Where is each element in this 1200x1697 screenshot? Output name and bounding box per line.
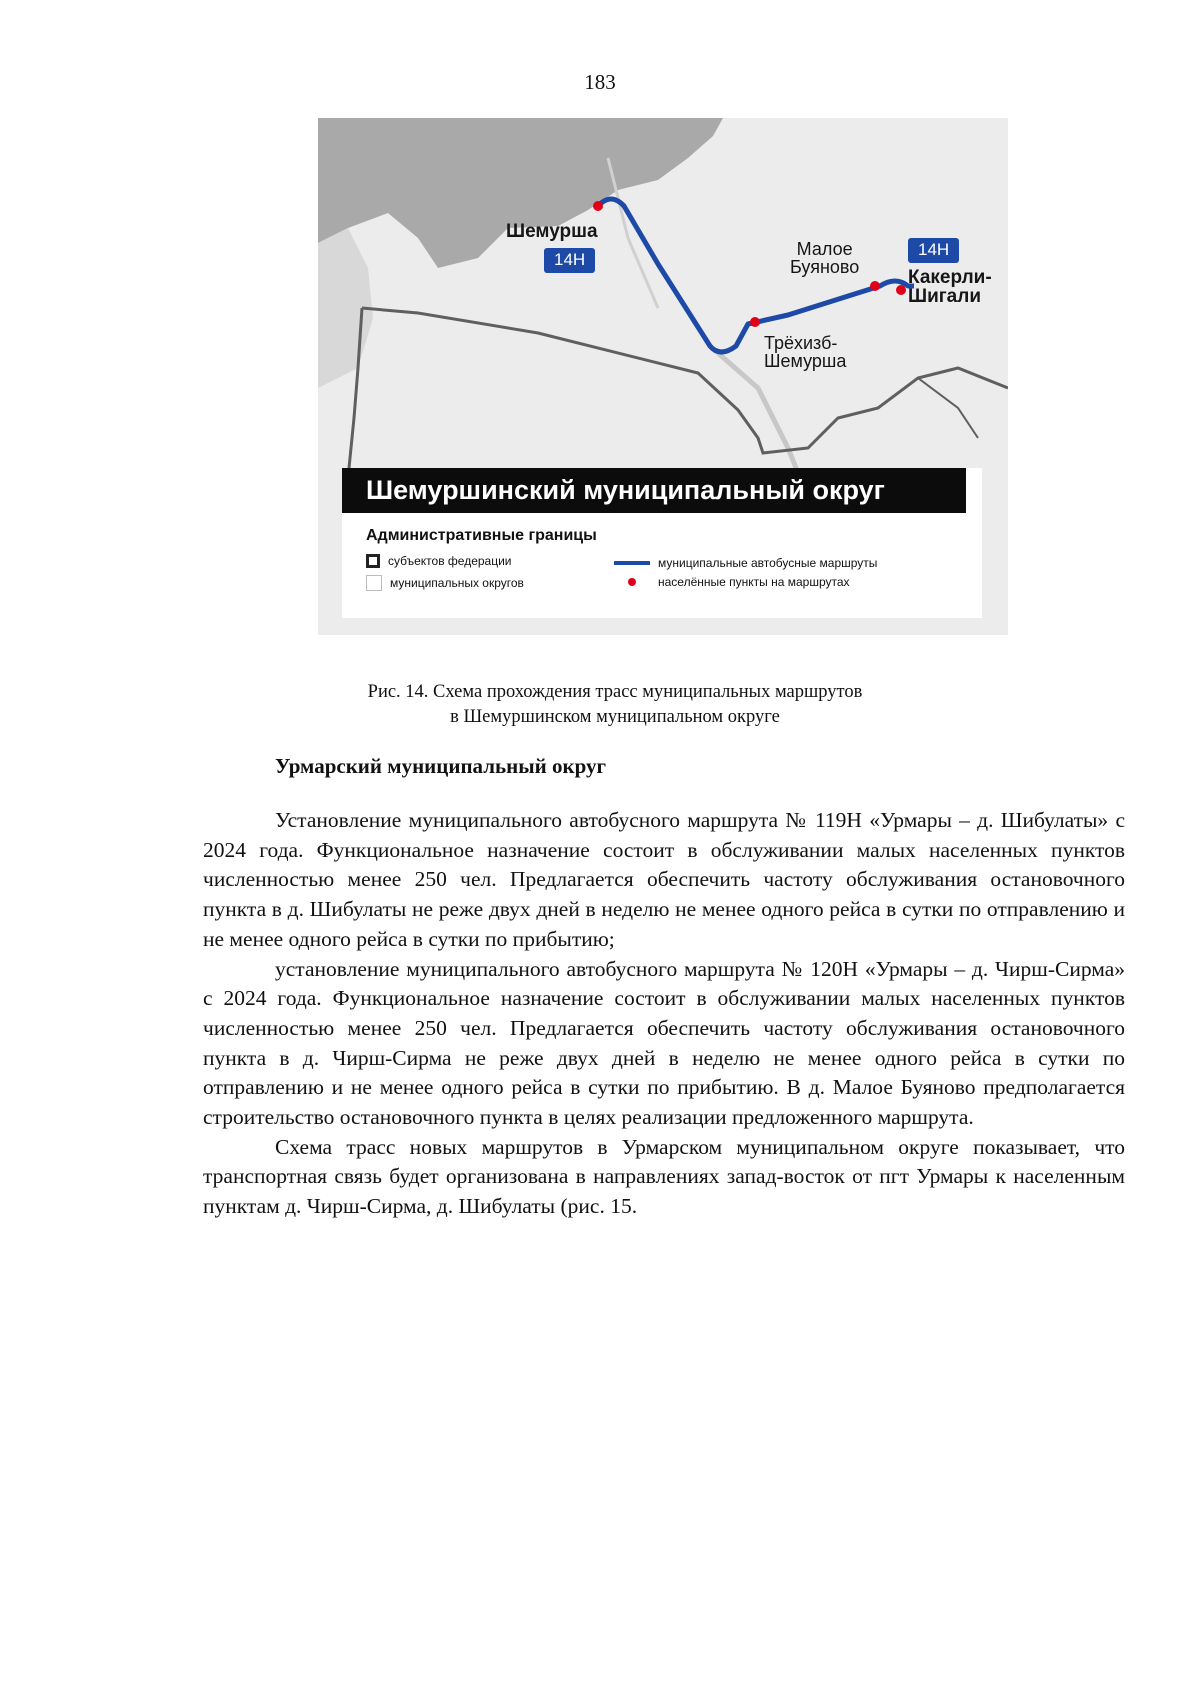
stop-maloe-buyanovo (870, 281, 880, 291)
label-trekhizb-shemurshy (764, 334, 846, 370)
caption-line: Рис. 14. Схема прохождения трасс муниципальных маршрутов (367, 682, 863, 702)
legend-item-settlements (614, 575, 850, 589)
legend-title: Шемуршинский муниципальный округ (342, 468, 966, 513)
figure-caption (300, 680, 930, 730)
label-line: Шемуршa (764, 351, 847, 371)
legend-item-federal (366, 554, 512, 568)
legend-item-municipal (366, 575, 524, 591)
route-map-figure (318, 118, 1008, 635)
caption-line: в Шемуршинском муниципальном округе (450, 707, 780, 727)
legend-label: муниципальные автобусные маршруты (658, 556, 878, 570)
legend-label: муниципальных округов (390, 576, 524, 590)
label-line: Буяново (790, 257, 860, 277)
label-line: Какерли- (908, 267, 992, 288)
section-heading: Урмарский муниципальный округ (275, 754, 607, 778)
stop-trekhizb-shemurshy (750, 317, 760, 327)
red-dot-icon (628, 578, 636, 586)
legend-label: населённые пункты на маршрутах (658, 575, 850, 589)
legend-item-routes (614, 556, 877, 570)
label-line: Малое (796, 239, 853, 259)
thin-border-swatch-icon (366, 575, 382, 591)
label-shemursha: Шемурша (506, 221, 598, 242)
label-line: Трёхизб- (764, 333, 838, 353)
paragraph: Установление муниципального автобусного маршрута № 119Н «Урмары – д. Шибулаты» с 2024 года. Функциональное назначение состоит в обслуживании малых населенных пунктов численностью менее 250 чел. Предлагается обеспечить частоту обслуживания остановочного пункта в д. Шибулаты не реже двух дней в неделю не менее одного рейса в сутки по отправлению и не менее одного рейса в сутки по прибытию; (203, 808, 1125, 951)
page-number: 183 (584, 70, 616, 94)
label-line: Шигали (908, 286, 982, 307)
legend-label: субъектов федерации (388, 554, 512, 568)
stop-kakerli-shigali (896, 285, 906, 295)
legend-heading: Административные границы (366, 527, 597, 544)
label-kakerli-shigali (908, 268, 992, 306)
stop-shemursha (593, 201, 603, 211)
route-badge-east: 14Н (908, 238, 959, 263)
thick-border-swatch-icon (366, 554, 380, 568)
label-maloe-buyanovo (790, 240, 859, 276)
body-text (203, 806, 1125, 1222)
map-legend (342, 468, 982, 618)
paragraph: установление муниципального автобусного маршрута № 120Н «Урмары – д. Чирш-Сирма» с 2024 года. Функциональное назначение состоит в обслуживании малых населенных пунктов численностью менее 250 чел. Предлагается обеспечить частоту обслуживания остановочного пункта в д. Чирш-Сирма не реже двух дней в неделю не менее одного рейса в сутки по отправлению и не менее одного рейса в сутки по прибытию. В д. Малое Буяново предполагается строительство остановочного пункта в целях реализации предложенного маршрута. (203, 956, 1125, 1130)
route-line-swatch-icon (614, 561, 650, 565)
paragraph: Схема трасс новых маршрутов в Урмарском муниципальном округе показывает, что транспортная связь будет организована в направлениях запад-восток от пгт Урмары к населенным пунктам д. Чирш-Сирма, д. Шибулаты (рис. 15. (203, 1134, 1125, 1219)
route-badge-west: 14Н (544, 248, 595, 273)
